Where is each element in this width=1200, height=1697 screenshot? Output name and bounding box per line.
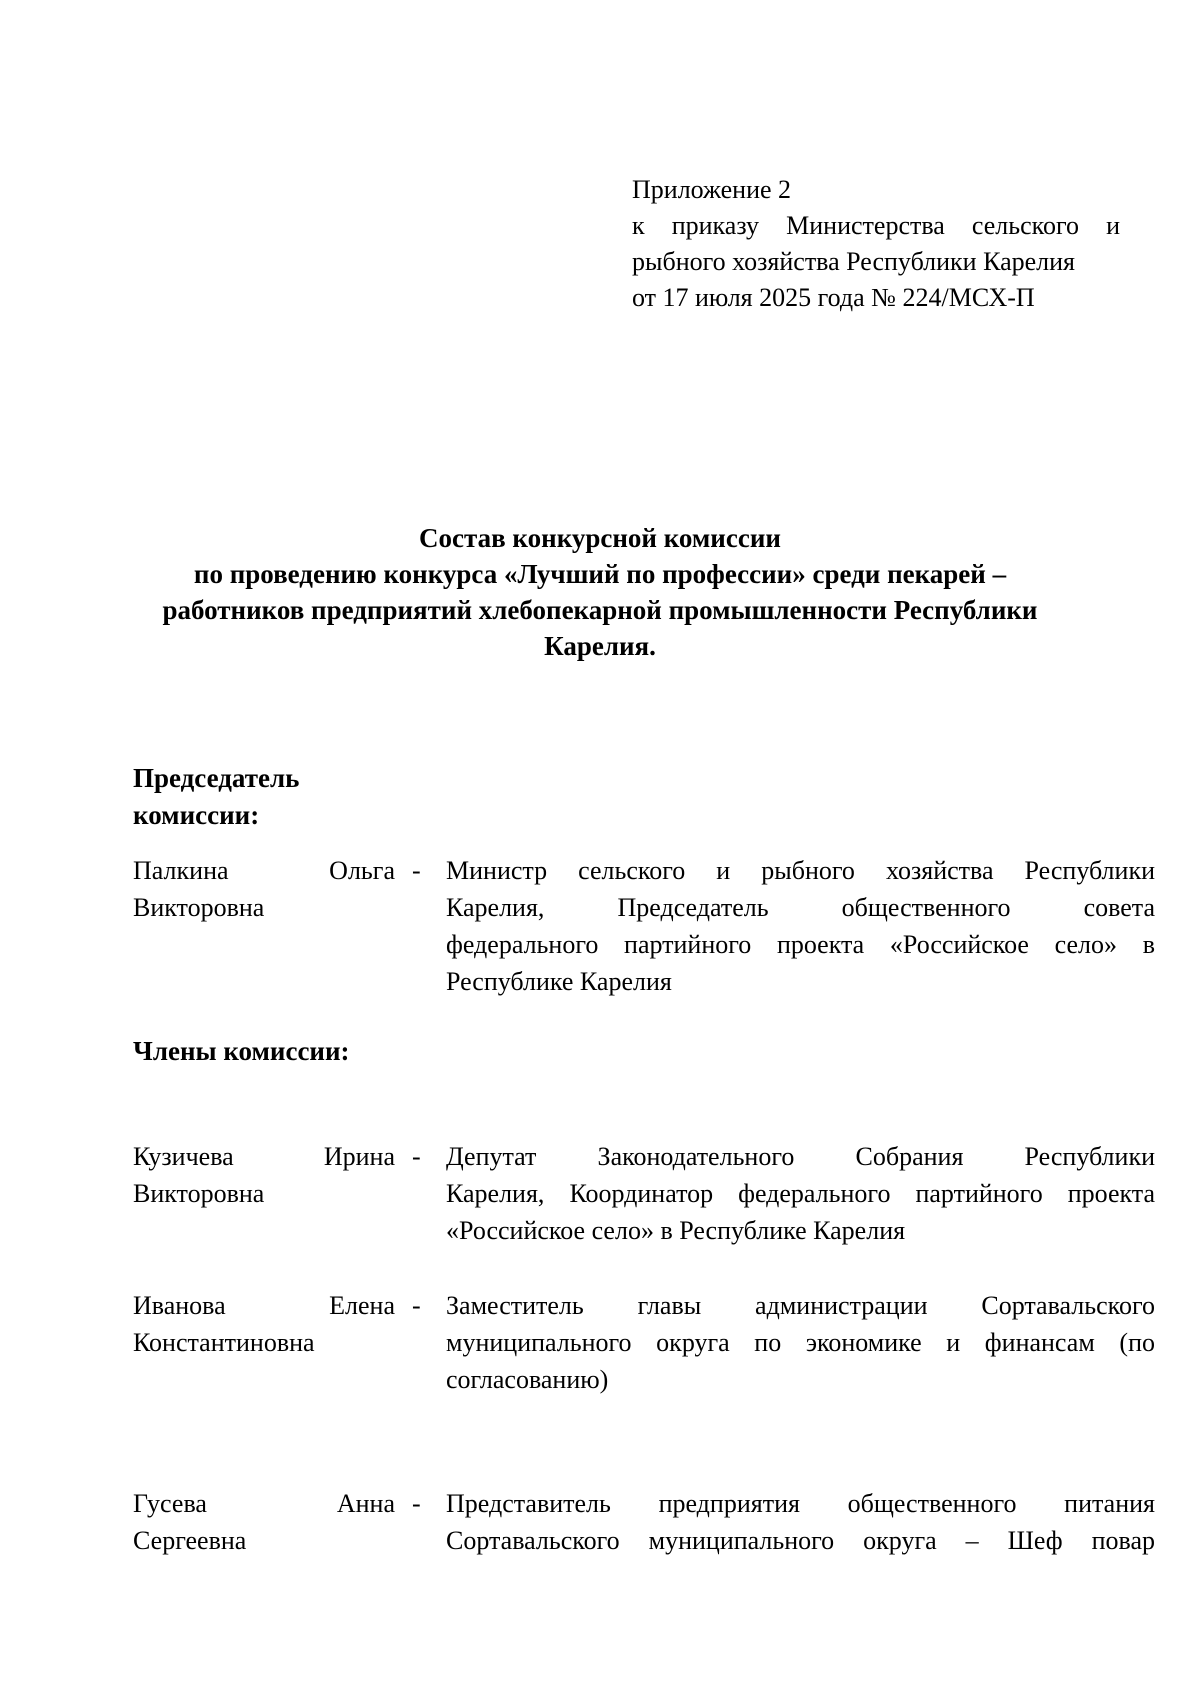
title-line: работников предприятий хлебопекарной промышленности Республики [162, 595, 1038, 625]
member-entry [133, 1138, 1155, 1250]
chairman-heading [133, 760, 299, 834]
member-name-line: Викторовна [133, 893, 265, 922]
member-role-line: Сортавальского муниципального округа – Шеф повар [446, 1526, 1155, 1555]
member-name-line: Палкина Ольга [133, 856, 395, 885]
chairman-entry [133, 852, 1155, 1002]
title-line: по проведению конкурса «Лучший по профессии» среди пекарей – [193, 559, 1007, 589]
appendix-number: Приложение 2 [632, 175, 792, 204]
member-name-line: Гусева Анна [133, 1489, 395, 1518]
title-line: Состав конкурсной комиссии [419, 523, 781, 553]
member-role-line: федерального партийного проекта «Российское село» в [446, 930, 1155, 959]
member-role-line: Представитель предприятия общественного питания [446, 1489, 1155, 1518]
member-role-line: согласованию) [446, 1365, 609, 1394]
member-role [446, 1138, 1155, 1249]
member-name [133, 1138, 395, 1212]
member-role-line: Депутат Законодательного Собрания Республики [446, 1142, 1155, 1171]
member-role [446, 852, 1155, 1000]
member-name-line: Кузичева Ирина [133, 1142, 395, 1171]
member-role [446, 1287, 1155, 1398]
member-name-line: Сергеевна [133, 1526, 247, 1555]
member-entry [133, 1485, 1155, 1561]
member-entry [133, 1287, 1155, 1399]
title-line: Карелия. [544, 631, 656, 661]
member-name-line: Иванова Елена [133, 1291, 395, 1320]
member-role-line: Заместитель главы администрации Сортавальского [446, 1291, 1155, 1320]
member-role-line: «Российское село» в Республике Карелия [446, 1216, 906, 1245]
member-name-line: Викторовна [133, 1179, 265, 1208]
appendix-ministry: рыбного хозяйства Республики Карелия [632, 247, 1076, 276]
member-role-line: Карелия, Председатель общественного совета [446, 893, 1155, 922]
member-role-line: Министр сельского и рыбного хозяйства Республики [446, 856, 1155, 885]
member-name [133, 1287, 395, 1361]
document-title [120, 520, 1080, 664]
chairman-heading-line: Председатель [133, 763, 300, 793]
member-role-line: Республике Карелия [446, 967, 672, 996]
member-name [133, 1485, 395, 1559]
chairman-heading-line: комиссии: [133, 800, 260, 830]
member-role-line: муниципального округа по экономике и финансам (по [446, 1328, 1155, 1357]
member-dash: - [412, 856, 421, 885]
member-dash: - [412, 1489, 421, 1518]
member-name-line: Константиновна [133, 1328, 315, 1357]
appendix-header [632, 172, 1120, 316]
appendix-order-ref: к приказу Министерства сельского и [632, 211, 1120, 240]
member-role-line: Карелия, Координатор федерального партийного проекта [446, 1179, 1155, 1208]
member-dash: - [412, 1291, 421, 1320]
member-dash: - [412, 1142, 421, 1171]
members-heading: Члены комиссии: [133, 1036, 350, 1066]
member-name [133, 852, 395, 926]
member-role [446, 1485, 1155, 1559]
appendix-date: от 17 июля 2025 года № 224/МСХ-П [632, 283, 1035, 312]
